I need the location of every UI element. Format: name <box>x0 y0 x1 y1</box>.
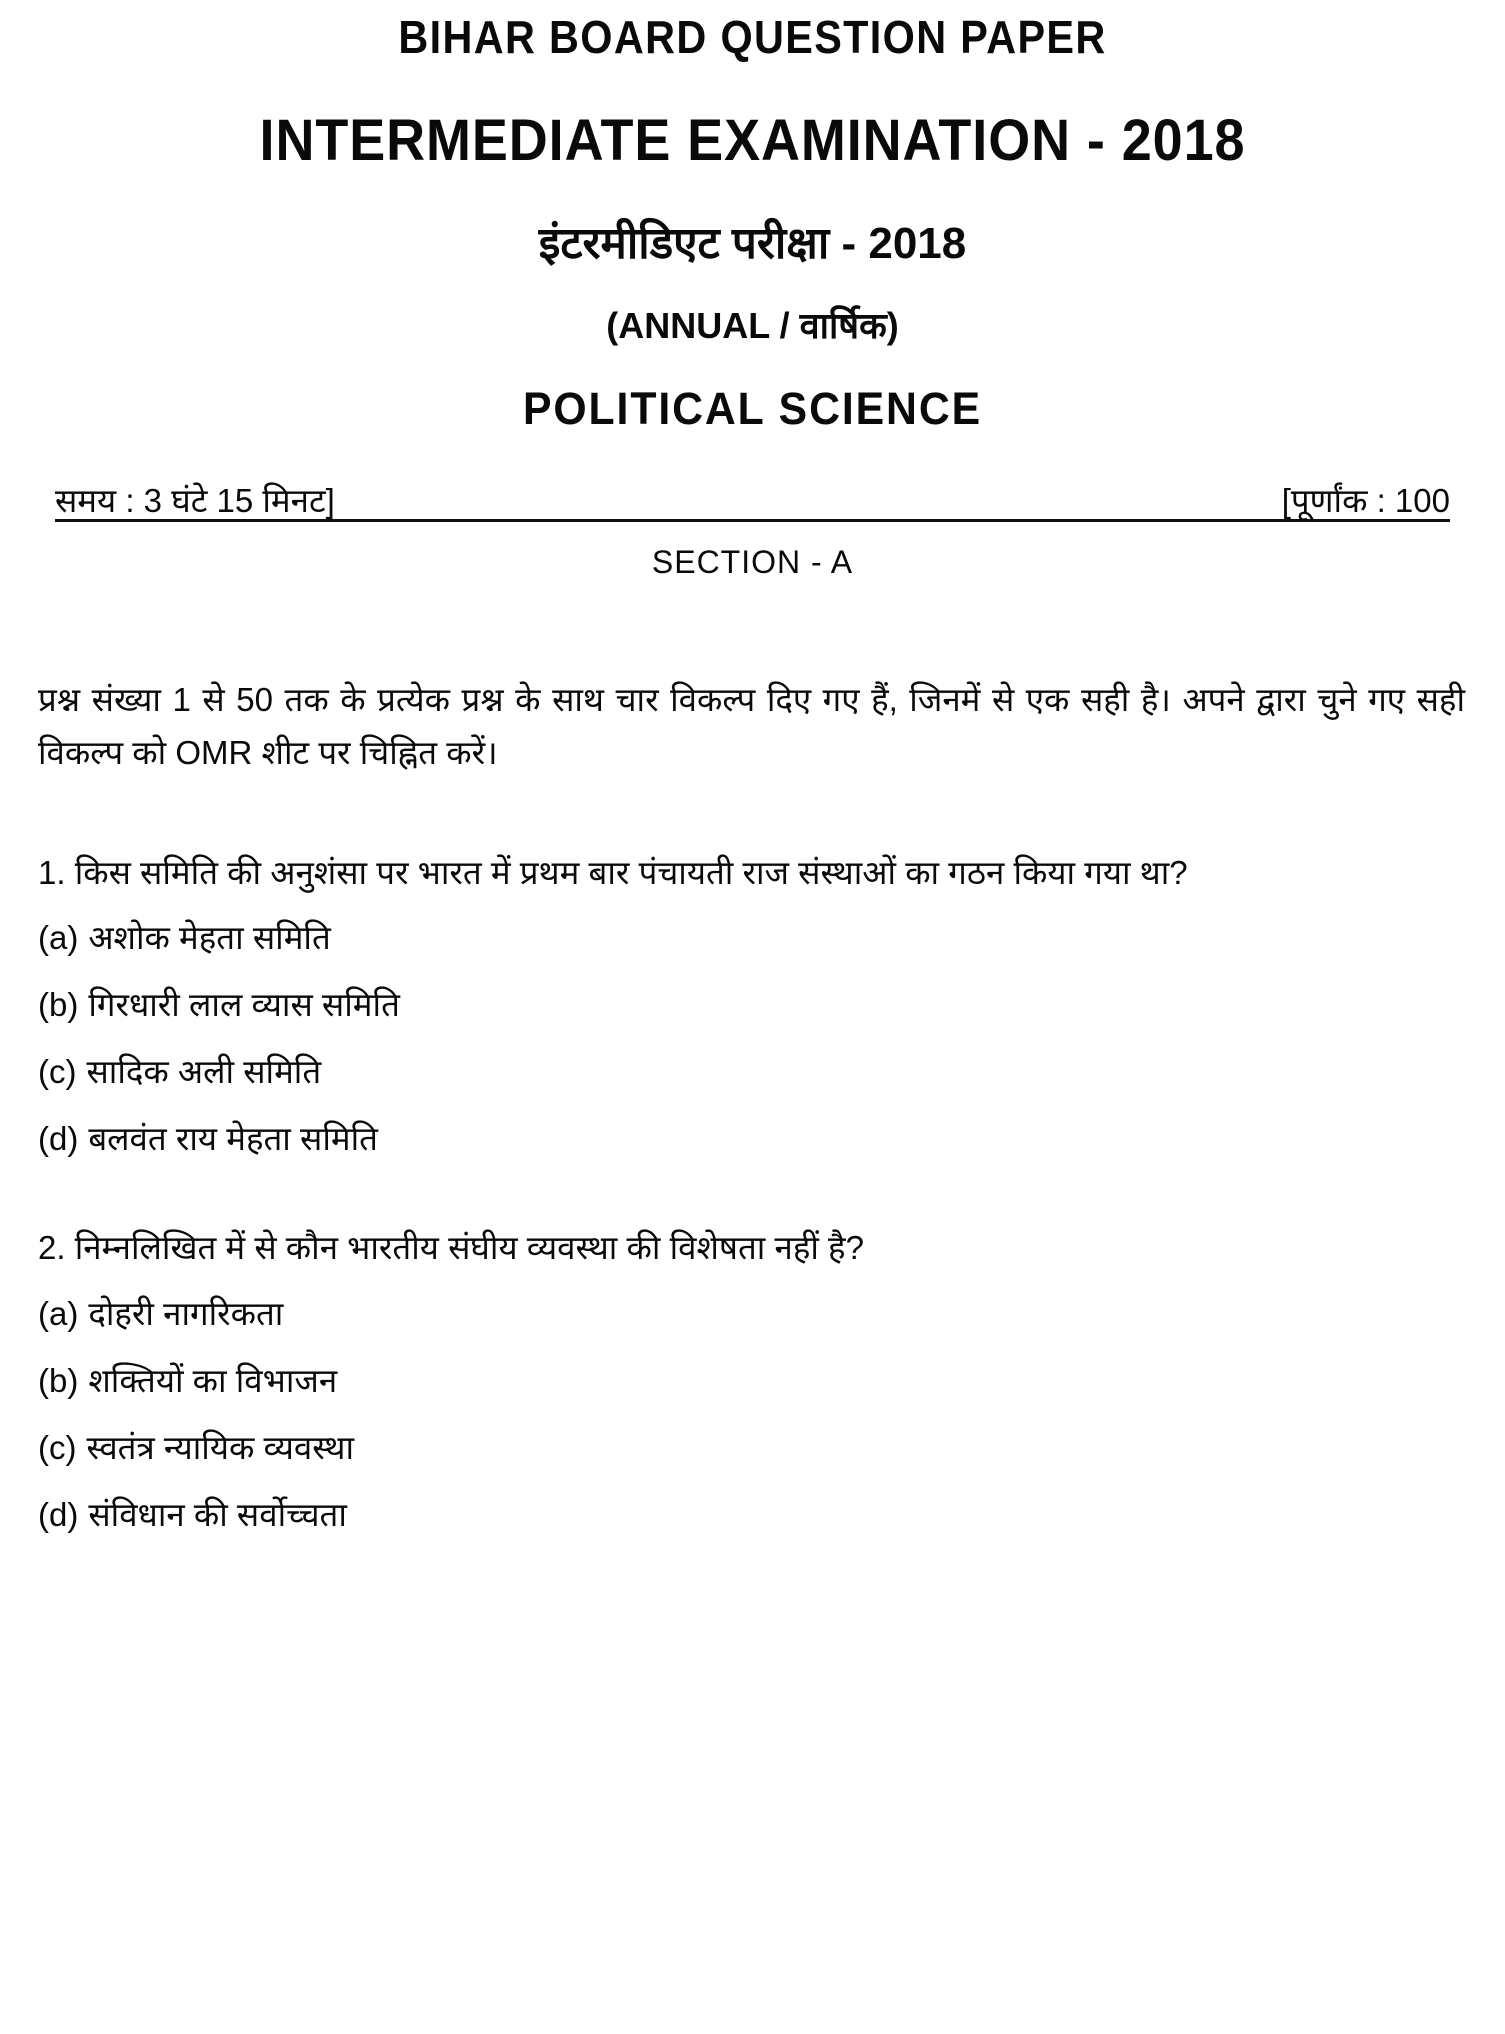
option-row[interactable] <box>38 986 1465 1024</box>
option-label: (a) <box>38 1294 79 1332</box>
paper-content <box>38 673 1465 1531</box>
option-list <box>38 1294 1465 1533</box>
option-label: (b) <box>38 986 79 1024</box>
exam-duration-text: समय : 3 घंटे 15 मिनट] <box>55 482 335 519</box>
option-label: (c) <box>38 1053 77 1091</box>
exam-meta-row <box>55 467 1450 522</box>
paper-name-heading: BIHAR BOARD QUESTION PAPER <box>398 11 1107 63</box>
option-text: शक्तियों का विभाजन <box>88 1361 338 1399</box>
option-text: सादिक अली समिति <box>86 1053 322 1091</box>
exam-title-hindi: इंटरमीडिएट परीक्षा - 2018 <box>538 219 967 268</box>
instructions-paragraph: प्रश्न संख्या 1 से 50 तक के प्रत्येक प्रश्न के साथ चार विकल्प दिए गए हैं, जिनमें से एक सही है। अपने द्वारा चुने गए सही विकल्प को OMR शीट पर चिह्नित करें। <box>38 681 1465 772</box>
subject-heading: POLITICAL SCIENCE <box>522 383 983 434</box>
option-label: (a) <box>38 919 79 957</box>
option-row[interactable] <box>38 1294 1465 1332</box>
option-text: दोहरी नागरिकता <box>88 1294 284 1332</box>
question-item <box>38 1221 1465 1533</box>
option-label: (d) <box>38 1495 79 1533</box>
exam-mode-label: (ANNUAL / वार्षिक) <box>606 305 899 346</box>
option-row[interactable] <box>38 1053 1465 1091</box>
page-header <box>0 0 1505 434</box>
option-label: (d) <box>38 1120 79 1158</box>
question-text: 2. निम्नलिखित में से कौन भारतीय संघीय व्यवस्था की विशेषता नहीं है? <box>38 1229 864 1267</box>
option-text: गिरधारी लाल व्यास समिति <box>88 986 400 1024</box>
option-row[interactable] <box>38 1428 1465 1466</box>
option-label: (c) <box>38 1428 77 1466</box>
option-label: (b) <box>38 1361 79 1399</box>
option-list <box>38 919 1465 1158</box>
question-item <box>38 846 1465 1158</box>
question-text: 1. किस समिति की अनुशंसा पर भारत में प्रथम बार पंचायती राज संस्थाओं का गठन किया गया था? <box>38 853 1188 891</box>
option-text: अशोक मेहता समिति <box>88 919 331 957</box>
section-heading: SECTION - A <box>651 544 854 580</box>
option-row[interactable] <box>38 1120 1465 1158</box>
option-text: बलवंत राय मेहता समिति <box>88 1120 378 1158</box>
full-marks-text: [पूर्णांक : 100 <box>1281 482 1450 519</box>
option-text: संविधान की सर्वोच्चता <box>88 1495 347 1533</box>
exam-title-english: INTERMEDIATE EXAMINATION - 2018 <box>259 108 1246 173</box>
option-text: स्वतंत्र न्यायिक व्यवस्था <box>86 1428 355 1466</box>
option-row[interactable] <box>38 919 1465 957</box>
option-row[interactable] <box>38 1495 1465 1533</box>
option-row[interactable] <box>38 1361 1465 1399</box>
